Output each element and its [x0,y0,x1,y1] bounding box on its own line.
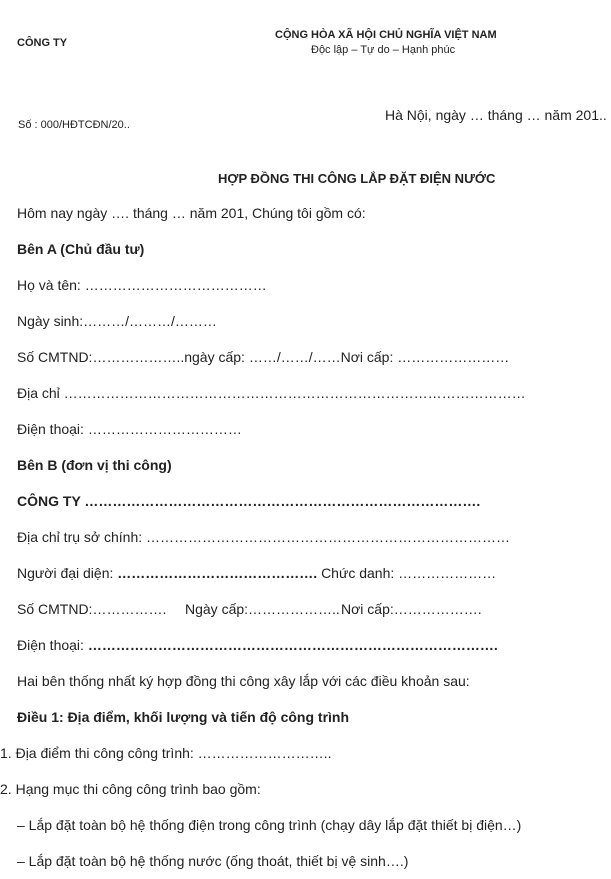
phone-label: Điện thoại: [17,637,88,653]
party-b-heading: Bên B (đơn vị thi công) [17,457,172,473]
national-title: CỘNG HÒA XÃ HỘI CHỦ NGHĨA VIỆT NAM [275,29,497,41]
party-b-company: CÔNG TY …………………………………………………………………………. [17,493,481,509]
list-text: Địa điểm thi công công trình: ……………………….. [15,745,332,761]
rep-label: Người đại diện: [17,565,118,581]
list-number: 2. [0,781,12,797]
party-b-hq-address: Địa chỉ trụ sở chính: …………………………………………………………………… [17,529,511,545]
party-a-id: Số CMTND:………………..ngày cấp: ……/……/……Nơi cấp: …………………… [17,349,510,365]
national-motto: Độc lập – Tự do – Hạnh phúc [311,44,456,56]
party-b-issue-place: Nơi cấp:………………. [341,601,482,617]
party-b-phone [17,637,498,653]
document-title: HỢP ĐỒNG THI CÔNG LẮP ĐẶT ĐIỆN NƯỚC [218,171,496,186]
article-1-heading: Điều 1: Địa điểm, khối lượng và tiến độ công trình [17,709,350,725]
rep-position: Chức danh: ………………… [321,565,497,581]
list-number: 1. [0,745,12,761]
party-a-address: Địa chỉ ……………………………………………………………………………………… [17,385,526,401]
party-a-name: Họ và tên: ………………………………… [17,277,267,293]
place-date: Hà Nội, ngày … tháng … năm 201.. [385,107,607,123]
sub-item-electric: – Lắp đặt toàn bộ hệ thống điện trong công trình (chạy dây lắp đặt thiết bị điện…) [17,817,522,833]
agreement-line: Hai bên thống nhất ký hợp đồng thi công xây lắp với các điều khoản sau: [17,673,470,689]
list-item [0,781,261,797]
party-b-issue-date: Ngày cấp:……………….. [185,601,340,617]
party-a-phone: Điện thoại: …………………………… [17,421,242,437]
party-b-id: Số CMTND:……………. [17,601,167,617]
sub-item-water: – Lắp đặt toàn bộ hệ thống nước (ống thoát, thiết bị vệ sinh….) [17,853,409,869]
list-text: Hạng mục thi công công trình bao gồm: [15,781,261,797]
contract-number: Số : 000/HĐTCĐN/20.. [18,119,130,131]
list-item [0,745,331,761]
party-a-heading: Bên A (Chủ đầu tư) [17,241,145,257]
phone-value: ……………………………………………………………………………. [87,637,498,653]
rep-value: ……………………………………. [117,565,322,581]
company-label: CÔNG TY [17,37,68,49]
party-a-dob: Ngày sinh:………/………/……… [17,313,217,329]
intro-line: Hôm nay ngày …. tháng … năm 201, Chúng tôi gồm có: [17,205,366,221]
party-b-representative [17,565,496,581]
